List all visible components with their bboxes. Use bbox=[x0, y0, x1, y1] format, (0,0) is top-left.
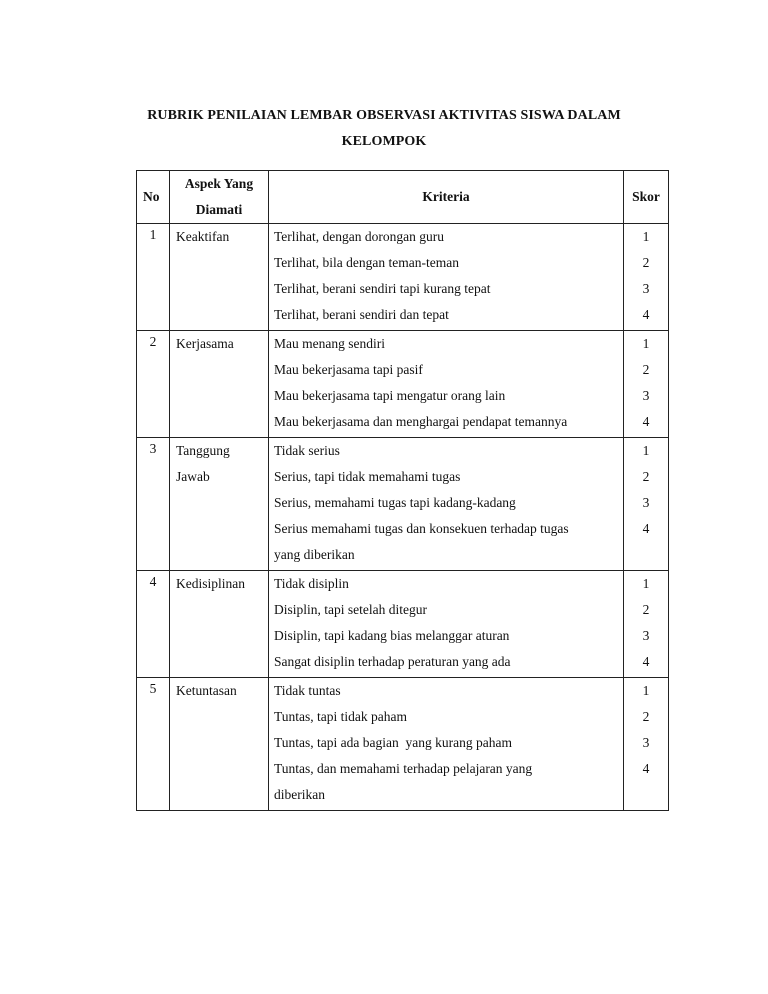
row-skor bbox=[624, 571, 669, 678]
skor-value: 2 bbox=[642, 255, 650, 270]
row-no: 2 bbox=[137, 331, 170, 438]
table-header-row bbox=[137, 171, 669, 224]
kriteria-item: Mau bekerjasama tapi mengatur orang lain bbox=[274, 388, 506, 403]
kriteria-item: Tidak serius bbox=[274, 443, 340, 458]
kriteria-item: Tuntas, tapi tidak paham bbox=[274, 709, 407, 724]
row-aspek-label: Keaktifan bbox=[176, 229, 230, 244]
skor-value: 1 bbox=[642, 576, 650, 591]
row-kriteria bbox=[269, 571, 624, 678]
table-row bbox=[137, 571, 669, 678]
row-skor bbox=[624, 224, 669, 331]
row-aspek bbox=[170, 571, 269, 678]
skor-value: 3 bbox=[642, 495, 650, 510]
kriteria-item: Serius memahami tugas dan konsekuen terhadap tugas bbox=[274, 521, 569, 536]
row-aspek bbox=[170, 678, 269, 811]
header-aspek-line-2: Diamati bbox=[195, 202, 243, 217]
document-title-line-1: RUBRIK PENILAIAN LEMBAR OBSERVASI AKTIVITAS SISWA DALAM bbox=[147, 108, 621, 123]
row-kriteria bbox=[269, 438, 624, 571]
row-kriteria bbox=[269, 331, 624, 438]
skor-value: 4 bbox=[642, 654, 650, 669]
row-kriteria bbox=[269, 224, 624, 331]
row-skor bbox=[624, 331, 669, 438]
skor-value: 1 bbox=[642, 443, 650, 458]
kriteria-item: Tidak tuntas bbox=[274, 683, 341, 698]
kriteria-item: Terlihat, berani sendiri tapi kurang tepat bbox=[274, 281, 491, 296]
table-row bbox=[137, 678, 669, 811]
header-aspek-line-1: Aspek Yang bbox=[184, 176, 254, 191]
rubric-table bbox=[136, 170, 669, 811]
skor-value: 2 bbox=[642, 469, 650, 484]
row-aspek-label-line-2: Jawab bbox=[176, 469, 210, 484]
table-row bbox=[137, 224, 669, 331]
kriteria-item: Terlihat, dengan dorongan guru bbox=[274, 229, 445, 244]
row-skor bbox=[624, 678, 669, 811]
kriteria-item: Disiplin, tapi setelah ditegur bbox=[274, 602, 427, 617]
row-aspek-label: Ketuntasan bbox=[176, 683, 237, 698]
kriteria-item: Serius, tapi tidak memahami tugas bbox=[274, 469, 461, 484]
row-no: 4 bbox=[137, 571, 170, 678]
document-title-line-2: KELOMPOK bbox=[341, 134, 427, 149]
kriteria-item: Mau bekerjasama tapi pasif bbox=[274, 362, 423, 377]
skor-value: 4 bbox=[642, 521, 650, 536]
row-kriteria bbox=[269, 678, 624, 811]
row-aspek bbox=[170, 224, 269, 331]
row-aspek-label: Kerjasama bbox=[176, 336, 234, 351]
skor-value: 2 bbox=[642, 602, 650, 617]
skor-value: 4 bbox=[642, 307, 650, 322]
row-no: 5 bbox=[137, 678, 170, 811]
kriteria-item-continued: yang diberikan bbox=[274, 547, 355, 562]
header-no: No bbox=[137, 171, 170, 224]
row-no: 1 bbox=[137, 224, 170, 331]
row-aspek-label-line-1: Tanggung bbox=[176, 443, 230, 458]
skor-value: 1 bbox=[642, 229, 650, 244]
skor-value: 1 bbox=[642, 683, 650, 698]
kriteria-item: Tuntas, tapi ada bagian yang kurang paham bbox=[274, 735, 512, 750]
kriteria-item: Tuntas, dan memahami terhadap pelajaran yang bbox=[274, 761, 533, 776]
kriteria-item: Serius, memahami tugas tapi kadang-kadang bbox=[274, 495, 516, 510]
table-row bbox=[137, 331, 669, 438]
skor-value: 4 bbox=[642, 761, 650, 776]
kriteria-item: Disiplin, tapi kadang bias melanggar aturan bbox=[274, 628, 510, 643]
skor-value: 4 bbox=[642, 414, 650, 429]
skor-value: 3 bbox=[642, 628, 650, 643]
kriteria-item: Terlihat, berani sendiri dan tepat bbox=[274, 307, 449, 322]
row-aspek-label: Kedisiplinan bbox=[176, 576, 245, 591]
row-skor bbox=[624, 438, 669, 571]
kriteria-item: Sangat disiplin terhadap peraturan yang ada bbox=[274, 654, 511, 669]
skor-value: 3 bbox=[642, 388, 650, 403]
kriteria-item: Tidak disiplin bbox=[274, 576, 349, 591]
skor-value: 3 bbox=[642, 735, 650, 750]
row-no: 3 bbox=[137, 438, 170, 571]
row-aspek bbox=[170, 438, 269, 571]
header-kriteria: Kriteria bbox=[269, 171, 624, 224]
skor-value: 1 bbox=[642, 336, 650, 351]
kriteria-item: Mau menang sendiri bbox=[274, 336, 385, 351]
skor-value: 2 bbox=[642, 362, 650, 377]
skor-value: 3 bbox=[642, 281, 650, 296]
kriteria-item: Terlihat, bila dengan teman-teman bbox=[274, 255, 459, 270]
header-skor: Skor bbox=[624, 171, 669, 224]
kriteria-item: Mau bekerjasama dan menghargai pendapat temannya bbox=[274, 414, 568, 429]
kriteria-item-continued: diberikan bbox=[274, 787, 325, 802]
row-aspek bbox=[170, 331, 269, 438]
header-aspek bbox=[170, 171, 269, 224]
table-row bbox=[137, 438, 669, 571]
skor-value: 2 bbox=[642, 709, 650, 724]
